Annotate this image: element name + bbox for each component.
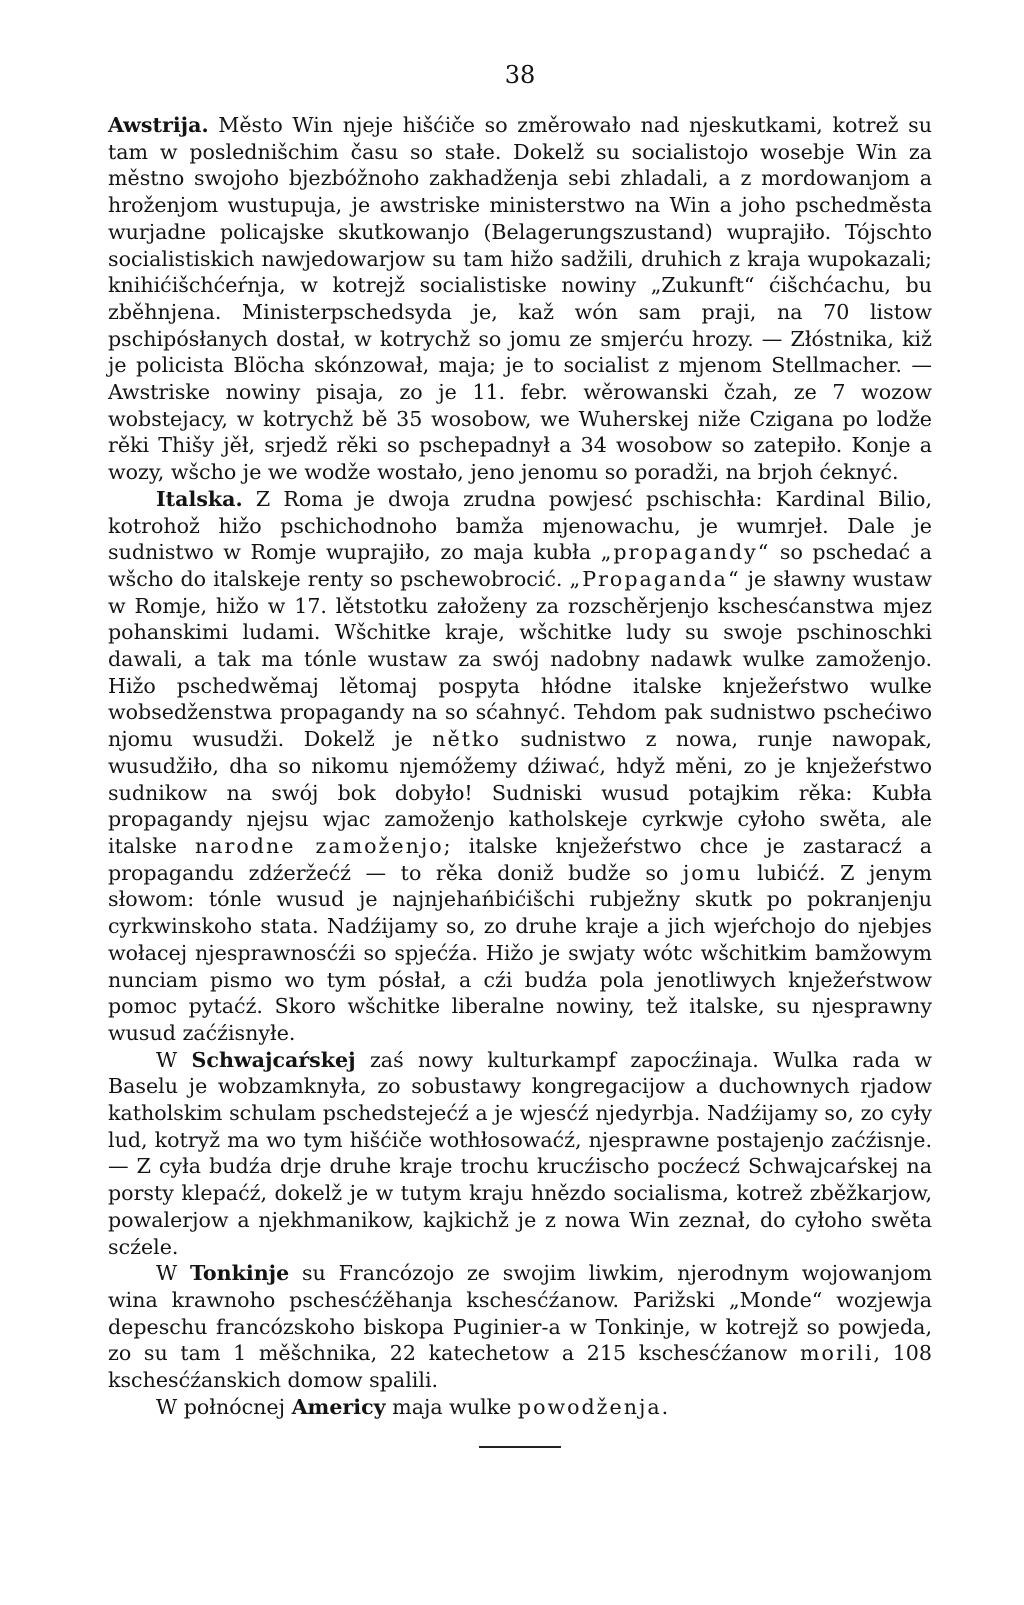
paragraph-text: sudnistwo z nowa, runje nawopak, wusudžiło, dha so nikomu njemóžemy dźiwać, hdyž měni, zo je knježeŕstwo sudnikow na swój bok dobyło! Sudniski wusud potajkim rěka: Kubła propagandy njejsu wjac zamoženjo katholskeje cyrkwje cyłoho swěta, ale italske (108, 727, 932, 858)
paragraph-tonkinje (108, 1260, 932, 1394)
section-heading-tonkinje: Tonkinje (189, 1261, 290, 1286)
paragraph-text: lubićź. Z jenym słowom: tónle wusud je najnjehańbićišchi rubježny skutk po pokranjenju cyrkwinskoho stata. Nadźijamy so, zo druhe kraje a jich wjeŕchojo do njebjes wołacej njesprawnosćźi so spjećźa. Hižo je swjaty wótc wšchitkim bamžowym nunciam pismo wo tym pósłał, a cźi budźa pola jenotliwych knježeŕstwow pomoc pytaćź. Skoro wšchitke liberalne nowiny, tež italske, su njesprawny wusud zaćźisnyłe. (108, 860, 932, 1045)
emphasized-term: „propagandy“ (600, 540, 771, 565)
section-heading-amerika: Americy (291, 1394, 386, 1419)
emphasized-term: nětko (432, 727, 501, 752)
paragraph-text: su Francózojo ze swojim liwkim, njerodnym wojowanjom wina krawnoho pschesćźěhanja kschesćźanow. Parižski „Monde“ wozjewja depeschu francózskoho biskopa Puginier-a w Tonkinje, w kotrejž so powjeda, zo su tam 1 měšchnika, 22 katechetow a 215 kschesćźanow (108, 1261, 933, 1366)
paragraph-italska (108, 486, 932, 1047)
section-heading-schwajcarska: Schwajcaŕskej (191, 1047, 356, 1072)
paragraph-text: maja wulke (385, 1394, 518, 1419)
paragraph-awstrija (108, 112, 932, 486)
paragraph-amerika (108, 1394, 932, 1421)
paragraph-text: Město Win njeje hišćiče so změrowało nad njeskutkami, kotrež su tam w poslednišchim času so stałe. Dokelž su socialistojo wosebje Win za městno swojoho bjezbóžnoho zakhadženja sebi zhladali, a z mordowanjom a hroženjom wustupuja, je awstriske ministerstwo na Win a joho pschedměsta wurjadne policajske skutkowanjo (Belagerungszustand) wuprajiło. Tójschto socialistiskich nawjedowarjow su tam hižo sadžili, druhich z kraja wupokazali; knihićišchćeŕnja, w kotrejž socialistiske nowiny „Zukunft“ ćišchćachu, bu zběhnjena. Ministerpschedsyda je, kaž wón sam praji, na 70 listow pschipósłanych dostał, w kotrychž so jomu ze smjerću hrozy. — Złóstnika, kiž je policista Blöcha skónzował, maja; je to socialist z mjenom Stellmacher. — Awstriske nowiny pisaja, zo je 11. febr. wěrowanski čzah, ze 7 wozow wobstejacy, w kotrychž bě 35 wosobow, we Wuherskej niže Czigana po lodže rěki Thišy jěł, srjedž rěki so pschepadnył a 34 wosobow so zatepiło. Konje a wozy, wšcho je we wodže wostało, jeno jenomu so poradži, na brjoh ćeknyć. (108, 113, 932, 485)
paragraph-text: je sławny wustaw w Romje, hižo w 17. lětstotku załoženy za rozschěrjenjo kschesćanstwa mjez pohanskimi ludami. Wšchitke kraje, wšchitke ludy su swoje pschinoschki dawali, a tak ma tónle wustaw za swój nadobny nadawk wulke zamoženjo. Hižo pschedwěmaj lětomaj pospyta hłódne italske knježeŕstwo wulke wobsedženstwa propagandy na so sćahnyć. Tehdom pak sudnistwo pschećiwo njomu wusudži. Dokelž je (108, 566, 932, 752)
emphasized-term: narodne zamoženjo (195, 833, 444, 858)
paragraph-text: zaś nowy kulturkampf zapocźinaja. Wulka rada w Baselu je wobzamknyła, zo sobustawy kongregacijow a duchownych rjadow katholskim schulam pschedstejećź a je wjesćź njedyrbja. Nadźijamy so, zo cyły lud, kotryž ma wo tym hišćiče wothłosowaćź, njesprawne postajenjo zaćźisnje. — Z cyła budźa drje druhe kraje trochu krucźischo pocźecź Schwajcaŕskej na porsty klepaćź, dokelž je w tutym kraju hnězdo socialisma, kotrež zběžkarjow, powalerjow a njekhmanikow, kajkichž je z nowa Win zeznał, do cyłoho swěta scźele. (108, 1047, 933, 1259)
paragraph-text: . (661, 1394, 669, 1419)
closing-rule (479, 1446, 561, 1448)
emphasized-term: powodženja (517, 1394, 662, 1419)
emphasized-term: „Propaganda“ (569, 566, 741, 591)
paragraph-text: ; italske knježeŕstwo chce je zastaracź a propagandu zdźeržećź — to rěka doniž budže so (108, 833, 932, 885)
page-number: 38 (504, 61, 536, 89)
paragraph-prefix: W (156, 1394, 178, 1419)
emphasized-term: jomu (682, 860, 743, 885)
paragraph-prefix: W (156, 1261, 178, 1286)
paragraph-schwajcarska (108, 1047, 932, 1261)
paragraph-prefix: W (156, 1047, 178, 1072)
paragraph-text: Z Roma je dwoja zrudna powjesć pschischła: Kardinal Bilio, kotrohož hižo pschichodnoho bamža mjenowachu, je wumrjeł. Dale je sudnistwo w Romje wuprajiło, zo maja kubła (108, 486, 932, 565)
paragraph-text: so pschedać a wšcho do italskeje renty so pschewobrocić. (108, 540, 932, 591)
emphasized-term: morili (799, 1341, 874, 1366)
section-heading-italska: Italska. (156, 486, 243, 511)
paragraph-text: połnócnej (177, 1394, 292, 1419)
paragraph-text: , 108 kschesćźanskich domow spalili. (108, 1341, 932, 1393)
section-heading-awstrija: Awstrija. (108, 113, 209, 137)
